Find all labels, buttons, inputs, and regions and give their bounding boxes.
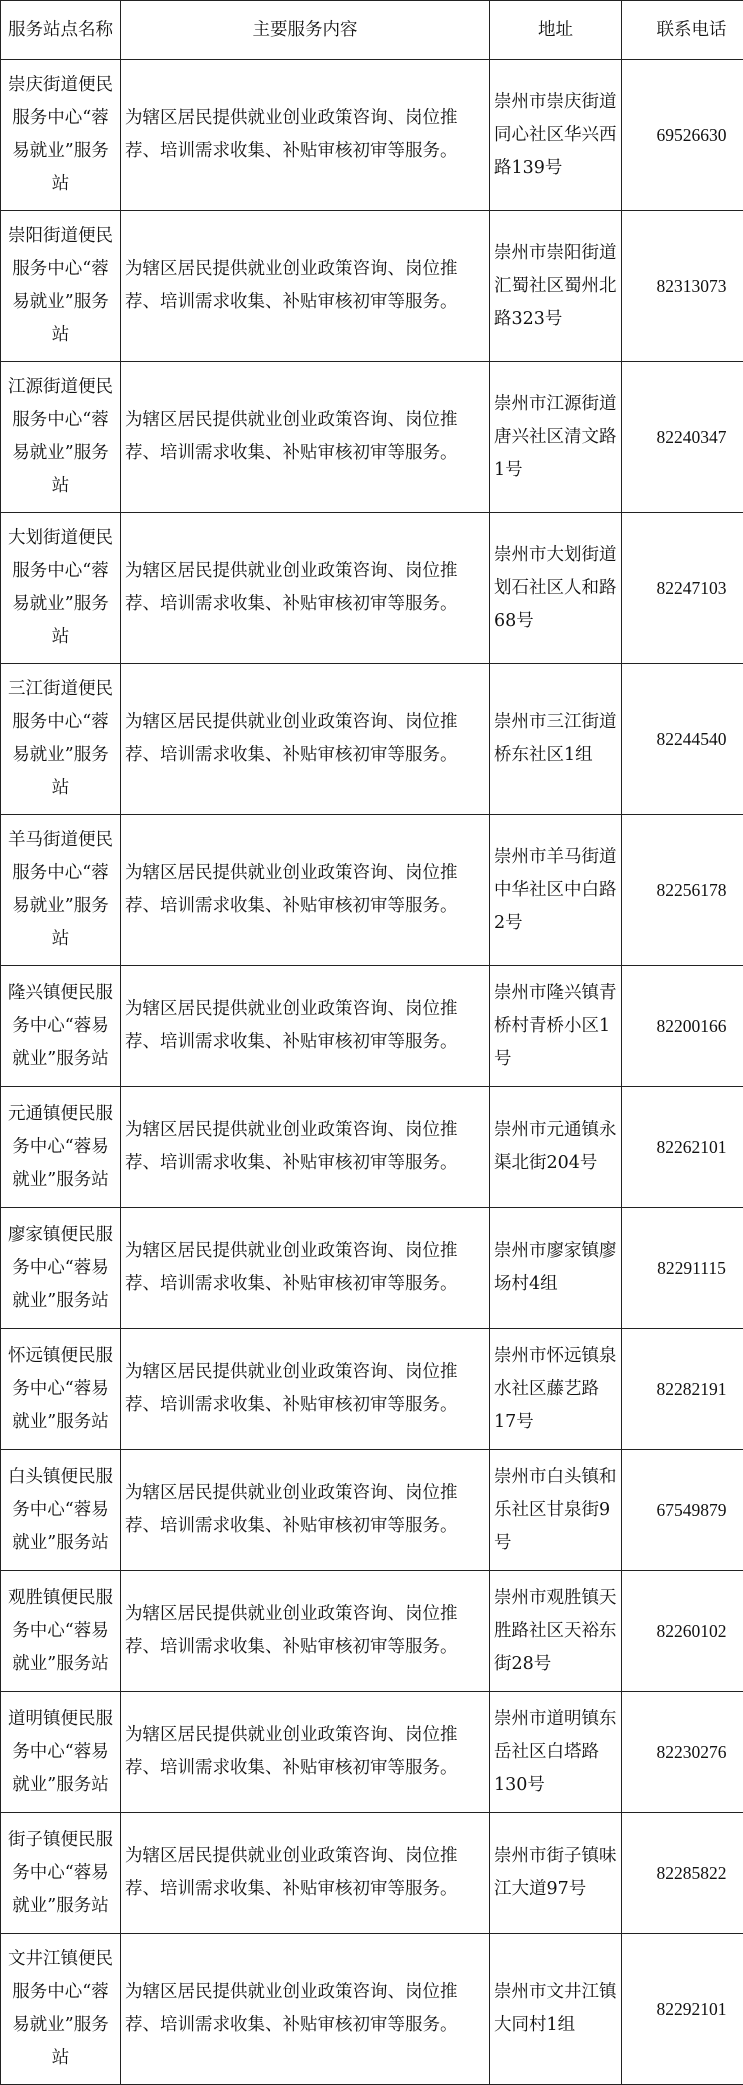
- table-row: [1, 211, 743, 362]
- service-content: 为辖区居民提供就业创业政策咨询、岗位推荐、培训需求收集、补贴审核初审等服务。: [121, 1329, 490, 1450]
- contact-phone: 82262101: [622, 1087, 743, 1208]
- station-address: 崇州市崇庆街道同心社区华兴西路139号: [490, 60, 622, 211]
- contact-phone: 67549879: [622, 1450, 743, 1571]
- table-row: [1, 1692, 743, 1813]
- station-name: 街子镇便民服务中心“蓉易就业”服务站: [1, 1813, 121, 1934]
- service-content: 为辖区居民提供就业创业政策咨询、岗位推荐、培训需求收集、补贴审核初审等服务。: [121, 1208, 490, 1329]
- contact-phone: 82291115: [622, 1208, 743, 1329]
- station-name: 江源街道便民服务中心“蓉易就业”服务站: [1, 362, 121, 513]
- contact-phone: 82230276: [622, 1692, 743, 1813]
- service-content: 为辖区居民提供就业创业政策咨询、岗位推荐、培训需求收集、补贴审核初审等服务。: [121, 211, 490, 362]
- station-address: 崇州市元通镇永渠北街204号: [490, 1087, 622, 1208]
- service-content: 为辖区居民提供就业创业政策咨询、岗位推荐、培训需求收集、补贴审核初审等服务。: [121, 1087, 490, 1208]
- table-row: [1, 1087, 743, 1208]
- contact-phone: 82240347: [622, 362, 743, 513]
- header-main-services: 主要服务内容: [121, 1, 490, 60]
- station-name: 崇庆街道便民服务中心“蓉易就业”服务站: [1, 60, 121, 211]
- service-content: 为辖区居民提供就业创业政策咨询、岗位推荐、培训需求收集、补贴审核初审等服务。: [121, 815, 490, 966]
- header-phone: 联系电话: [622, 1, 743, 60]
- service-content: 为辖区居民提供就业创业政策咨询、岗位推荐、培训需求收集、补贴审核初审等服务。: [121, 966, 490, 1087]
- table-row: [1, 1813, 743, 1934]
- table-row: [1, 362, 743, 513]
- contact-phone: 82292101: [622, 1934, 743, 2085]
- contact-phone: 82282191: [622, 1329, 743, 1450]
- table-row: [1, 1329, 743, 1450]
- table-row: [1, 966, 743, 1087]
- service-content: 为辖区居民提供就业创业政策咨询、岗位推荐、培训需求收集、补贴审核初审等服务。: [121, 1934, 490, 2085]
- station-address: 崇州市隆兴镇青桥村青桥小区1号: [490, 966, 622, 1087]
- table-row: [1, 1934, 743, 2085]
- header-station-name: 服务站点名称: [1, 1, 121, 60]
- table-row: [1, 664, 743, 815]
- station-address: 崇州市江源街道唐兴社区清文路1号: [490, 362, 622, 513]
- service-content: 为辖区居民提供就业创业政策咨询、岗位推荐、培训需求收集、补贴审核初审等服务。: [121, 362, 490, 513]
- contact-phone: 82244540: [622, 664, 743, 815]
- station-address: 崇州市白头镇和乐社区甘泉街9号: [490, 1450, 622, 1571]
- station-address: 崇州市大划街道划石社区人和路68号: [490, 513, 622, 664]
- table-row: [1, 1571, 743, 1692]
- station-name: 道明镇便民服务中心“蓉易就业”服务站: [1, 1692, 121, 1813]
- header-address: 地址: [490, 1, 622, 60]
- table-row: [1, 1208, 743, 1329]
- station-name: 崇阳街道便民服务中心“蓉易就业”服务站: [1, 211, 121, 362]
- station-name: 元通镇便民服务中心“蓉易就业”服务站: [1, 1087, 121, 1208]
- service-content: 为辖区居民提供就业创业政策咨询、岗位推荐、培训需求收集、补贴审核初审等服务。: [121, 60, 490, 211]
- contact-phone: 69526630: [622, 60, 743, 211]
- service-content: 为辖区居民提供就业创业政策咨询、岗位推荐、培训需求收集、补贴审核初审等服务。: [121, 1692, 490, 1813]
- service-content: 为辖区居民提供就业创业政策咨询、岗位推荐、培训需求收集、补贴审核初审等服务。: [121, 513, 490, 664]
- service-content: 为辖区居民提供就业创业政策咨询、岗位推荐、培训需求收集、补贴审核初审等服务。: [121, 1571, 490, 1692]
- table-row: [1, 60, 743, 211]
- station-address: 崇州市街子镇味江大道97号: [490, 1813, 622, 1934]
- station-name: 羊马街道便民服务中心“蓉易就业”服务站: [1, 815, 121, 966]
- table-row: [1, 1450, 743, 1571]
- service-content: 为辖区居民提供就业创业政策咨询、岗位推荐、培训需求收集、补贴审核初审等服务。: [121, 664, 490, 815]
- station-name: 白头镇便民服务中心“蓉易就业”服务站: [1, 1450, 121, 1571]
- station-name: 隆兴镇便民服务中心“蓉易就业”服务站: [1, 966, 121, 1087]
- station-address: 崇州市三江街道桥东社区1组: [490, 664, 622, 815]
- station-address: 崇州市文井江镇大同村1组: [490, 1934, 622, 2085]
- station-address: 崇州市羊马街道中华社区中白路2号: [490, 815, 622, 966]
- contact-phone: 82247103: [622, 513, 743, 664]
- station-name: 怀远镇便民服务中心“蓉易就业”服务站: [1, 1329, 121, 1450]
- station-name: 三江街道便民服务中心“蓉易就业”服务站: [1, 664, 121, 815]
- station-address: 崇州市廖家镇廖场村4组: [490, 1208, 622, 1329]
- station-name: 大划街道便民服务中心“蓉易就业”服务站: [1, 513, 121, 664]
- station-address: 崇州市观胜镇天胜路社区天裕东街28号: [490, 1571, 622, 1692]
- station-address: 崇州市崇阳街道汇蜀社区蜀州北路323号: [490, 211, 622, 362]
- station-name: 观胜镇便民服务中心“蓉易就业”服务站: [1, 1571, 121, 1692]
- table-row: [1, 815, 743, 966]
- station-address: 崇州市怀远镇泉水社区藤艺路17号: [490, 1329, 622, 1450]
- contact-phone: 82256178: [622, 815, 743, 966]
- contact-phone: 82260102: [622, 1571, 743, 1692]
- table-row: [1, 513, 743, 664]
- service-content: 为辖区居民提供就业创业政策咨询、岗位推荐、培训需求收集、补贴审核初审等服务。: [121, 1450, 490, 1571]
- contact-phone: 82200166: [622, 966, 743, 1087]
- station-name: 文井江镇便民服务中心“蓉易就业”服务站: [1, 1934, 121, 2085]
- station-name: 廖家镇便民服务中心“蓉易就业”服务站: [1, 1208, 121, 1329]
- station-address: 崇州市道明镇东岳社区白塔路130号: [490, 1692, 622, 1813]
- contact-phone: 82285822: [622, 1813, 743, 1934]
- table-header-row: [1, 1, 743, 60]
- contact-phone: 82313073: [622, 211, 743, 362]
- service-content: 为辖区居民提供就业创业政策咨询、岗位推荐、培训需求收集、补贴审核初审等服务。: [121, 1813, 490, 1934]
